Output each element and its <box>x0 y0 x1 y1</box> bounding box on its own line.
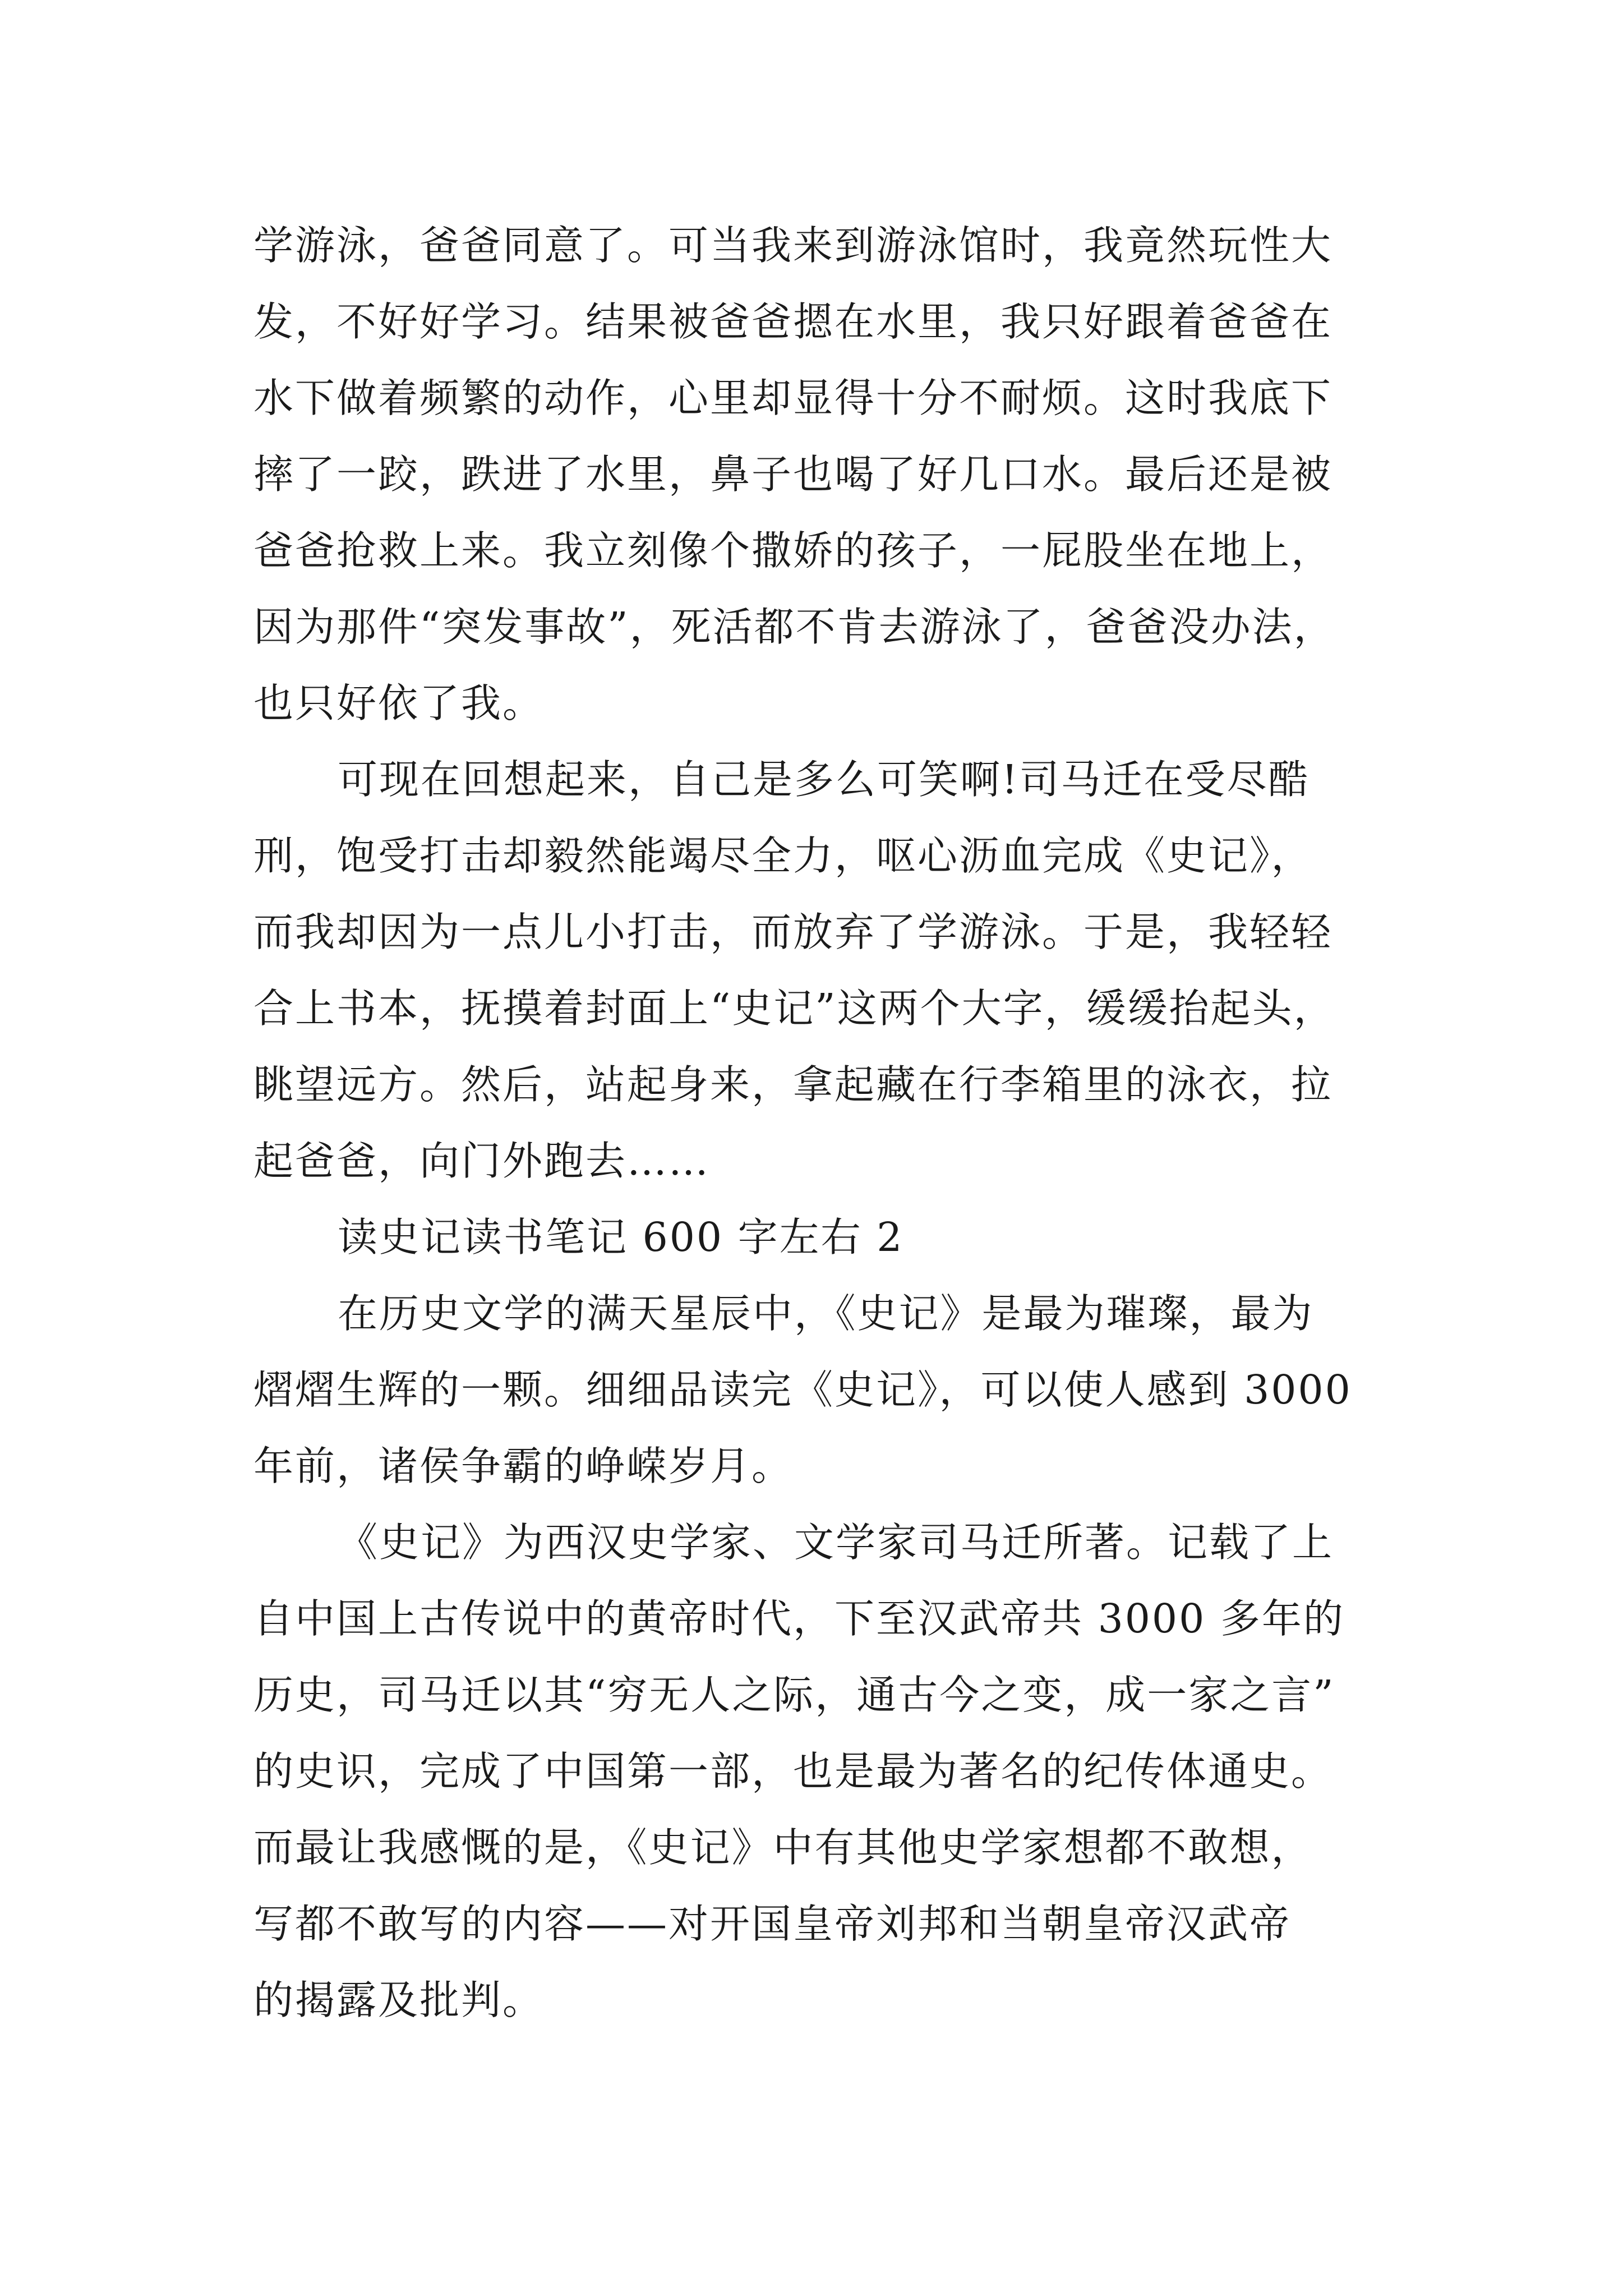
document-body <box>253 208 1375 2039</box>
text-line: 年前，诸侯争霸的峥嵘岁月。 <box>253 1443 794 1489</box>
text-line: 合上书本，抚摸着封面上“史记”这两个大字，缓缓抬起头， <box>253 985 1335 1032</box>
text-line: 起爸爸，向门外跑去…… <box>253 1138 711 1184</box>
text-line: 的揭露及批判。 <box>253 1977 545 2023</box>
text-line: 写都不敢写的内容——对开国皇帝刘邦和当朝皇帝汉武帝 <box>253 1901 1292 1947</box>
text-line: 眺望远方。然后，站起身来，拿起藏在行李箱里的泳衣，拉 <box>253 1061 1333 1108</box>
text-line: 摔了一跤，跌进了水里，鼻子也喝了好几口水。最后还是被 <box>253 451 1333 498</box>
text-line: 的史识，完成了中国第一部，也是最为著名的纪传体通史。 <box>253 1748 1333 1795</box>
section-heading: 读史记读书笔记 600 字左右 2 <box>338 1214 904 1260</box>
text-line: 爸爸抢救上来。我立刻像个撒娇的孩子，一屁股坐在地上， <box>253 527 1333 574</box>
text-line: 可现在回想起来，自己是多么可笑啊!司马迁在受尽酷 <box>338 756 1310 803</box>
text-line: 熠熠生辉的一颗。细细品读完《史记》，可以使人感到 3000 <box>253 1366 1352 1413</box>
text-line: 在历史文学的满天星辰中，《史记》是最为璀璨，最为 <box>338 1290 1314 1337</box>
text-line: 而我却因为一点儿小打击，而放弃了学游泳。于是，我轻轻 <box>253 909 1333 955</box>
text-line: 刑，饱受打击却毅然能竭尽全力，呕心沥血完成《史记》， <box>253 832 1313 879</box>
text-line: 《史记》为西汉史学家、文学家司马迁所著。记载了上 <box>338 1519 1334 1566</box>
text-line: 也只好依了我。 <box>253 680 545 726</box>
text-line: 因为那件“突发事故”，死活都不肯去游泳了，爸爸没办法， <box>253 604 1335 650</box>
text-line: 自中国上古传说中的黄帝时代，下至汉武帝共 3000 多年的 <box>253 1595 1345 1642</box>
text-line: 发，不好好学习。结果被爸爸摁在水里，我只好跟着爸爸在 <box>253 298 1333 345</box>
text-line: 学游泳，爸爸同意了。可当我来到游泳馆时，我竟然玩性大 <box>253 222 1333 269</box>
text-line: 水下做着频繁的动作，心里却显得十分不耐烦。这时我底下 <box>253 375 1333 421</box>
text-line: 而最让我感慨的是，《史记》中有其他史学家想都不敢想， <box>253 1824 1313 1871</box>
text-line: 历史，司马迁以其“穷无人之际，通古今之变，成一家之言” <box>253 1672 1335 1718</box>
